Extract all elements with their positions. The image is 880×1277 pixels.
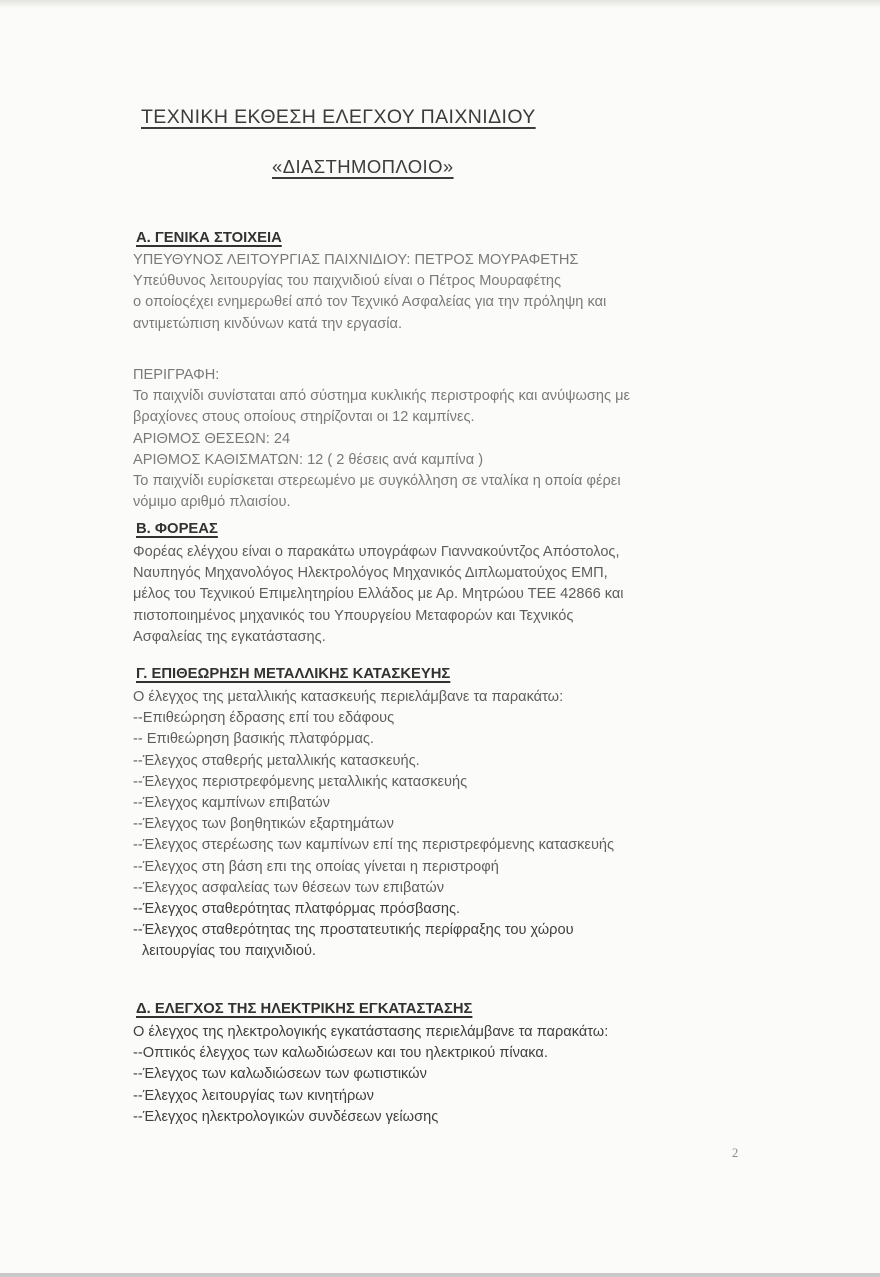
text-line: ΥΠΕΥΘΥΝΟΣ ΛΕΙΤΟΥΡΓΙΑΣ ΠΑΙΧΝΙΔΙΟΥ: ΠΕΤΡΟΣ ΜΟΥΡΑΦΕΤΗΣ (133, 252, 579, 268)
scan-edge-bottom (0, 1273, 880, 1277)
list-item: --Έλεγχος των καλωδιώσεων των φωτιστικών (133, 1066, 427, 1083)
list-item: -- Επιθεώρηση βασικής πλατφόρμας. (133, 731, 374, 748)
report-subtitle: «ΔΙΑΣΤΗΜΟΠΛΟΙΟ» (272, 156, 454, 177)
text-line: πιστοποιημένος μηχανικός του Υπουργείου Μεταφορών και Τεχνικός (133, 607, 574, 624)
text-line: ο οποίοςέχει ενημερωθεί από τον Τεχνικό Ασφαλείας για την πρόληψη και (133, 294, 607, 311)
text-line: Υπεύθυνος λειτουργίας του παιχνιδιού είναι ο Πέτρος Μουραφέτης (133, 273, 562, 290)
text-line: νόμιμο αριθμό πλαισίου. (133, 494, 291, 511)
list-item: --Έλεγχος σταθερής μεταλλικής κατασκευής. (133, 752, 420, 769)
list-item: --Έλεγχος περιστρεφόμενης μεταλλικής κατασκευής (133, 773, 468, 790)
page-number: 2 (732, 1146, 739, 1160)
section-d-body (133, 1022, 773, 1128)
list-item: --Έλεγχος στη βάση επι της οποίας γίνεται η περιστροφή (133, 858, 499, 875)
section-c-heading: Γ. ΕΠΙΘΕΩΡΗΣΗ ΜΕΤΑΛΛΙΚΗΣ ΚΑΤΑΣΚΕΥΗΣ (136, 666, 451, 682)
description-block (133, 365, 773, 513)
section-b-heading: Β. ΦΟΡΕΑΣ (136, 521, 218, 537)
section-a-heading: Α. ΓΕΝΙΚΑ ΣΤΟΙΧΕΙΑ (136, 230, 282, 246)
list-item: --Έλεγχος στερέωσης των καμπίνων επί της περιστρεφόμενης κατασκευής (133, 837, 615, 854)
section-b-body (133, 542, 773, 648)
scan-edge-top (0, 0, 880, 8)
text-line: Φορέας ελέγχου είναι ο παρακάτω υπογράφων Γιαννακούντζος Απόστολος, (133, 544, 620, 560)
list-item: --Επιθεώρηση έδρασης επί του εδάφους (133, 710, 395, 727)
list-item: --Έλεγχος καμπίνων επιβατών (133, 795, 330, 812)
report-title: ΤΕΧΝΙΚΗ ΕΚΘΕΣΗ ΕΛΕΓΧΟΥ ΠΑΙΧΝΙΔΙΟΥ (141, 106, 536, 128)
list-item: --Έλεγχος λειτουργίας των κινητήρων (133, 1087, 374, 1104)
text-line: ΑΡΙΘΜΟΣ ΚΑΘΙΣΜΑΤΩΝ: 12 ( 2 θέσεις ανά καμπίνα ) (133, 451, 484, 468)
description-label: ΠΕΡΙΓΡΑΦΗ: (133, 367, 220, 383)
text-line: Ασφαλείας της εγκατάστασης. (133, 628, 326, 645)
section-c-body (133, 687, 773, 963)
list-item: --Έλεγχος σταθερότητας πλατφόρμας πρόσβασης. (133, 901, 461, 918)
list-item: --Έλεγχος των βοηθητικών εξαρτημάτων (133, 816, 394, 833)
section-a-body (133, 250, 773, 335)
section-d-heading: Δ. ΕΛΕΓΧΟΣ ΤΗΣ ΗΛΕΚΤΡΙΚΗΣ ΕΓΚΑΤΑΣΤΑΣΗΣ (136, 1001, 473, 1017)
list-item: --Έλεγχος σταθερότητας της προστατευτικής περίφραξης του χώρου (133, 922, 574, 939)
list-item: --Οπτικός έλεγχος των καλωδιώσεων και του ηλεκτρικού πίνακα. (133, 1045, 548, 1062)
text-line: Ο έλεγχος της μεταλλικής κατασκευής περιελάμβανε τα παρακάτω: (133, 689, 564, 705)
text-line: ΑΡΙΘΜΟΣ ΘΕΣΕΩΝ: 24 (133, 430, 291, 447)
list-item: --Έλεγχος ασφαλείας των θέσεων των επιβατών (133, 879, 445, 896)
text-line: Ο έλεγχος της ηλεκτρολογικής εγκατάστασης περιελάμβανε τα παρακάτω: (133, 1024, 609, 1040)
list-item: --Έλεγχος ηλεκτρολογικών συνδέσεων γείωσης (133, 1108, 439, 1125)
text-line: βραχίονες στους οποίους στηρίζονται οι 12 καμπίνες. (133, 409, 475, 426)
text-line: Το παιχνίδι ευρίσκεται στερεωμένο με συγκόλληση σε νταλίκα η οποία φέρει (133, 473, 621, 490)
text-line: μέλος του Τεχνικού Επιμελητηρίου Ελλάδος με Αρ. Μητρώου ΤΕΕ 42866 και (133, 586, 624, 603)
text-line: Το παιχνίδι συνίσταται από σύστημα κυκλικής περιστροφής και ανύψωσης με (133, 388, 630, 405)
text-line: Ναυπηγός Μηχανολόγος Ηλεκτρολόγος Μηχανικός Διπλωματούχος ΕΜΠ, (133, 565, 608, 582)
list-item-continuation: λειτουργίας του παιχνιδιού. (142, 943, 317, 960)
text-line: αντιμετώπιση κινδύνων κατά την εργασία. (133, 315, 402, 332)
